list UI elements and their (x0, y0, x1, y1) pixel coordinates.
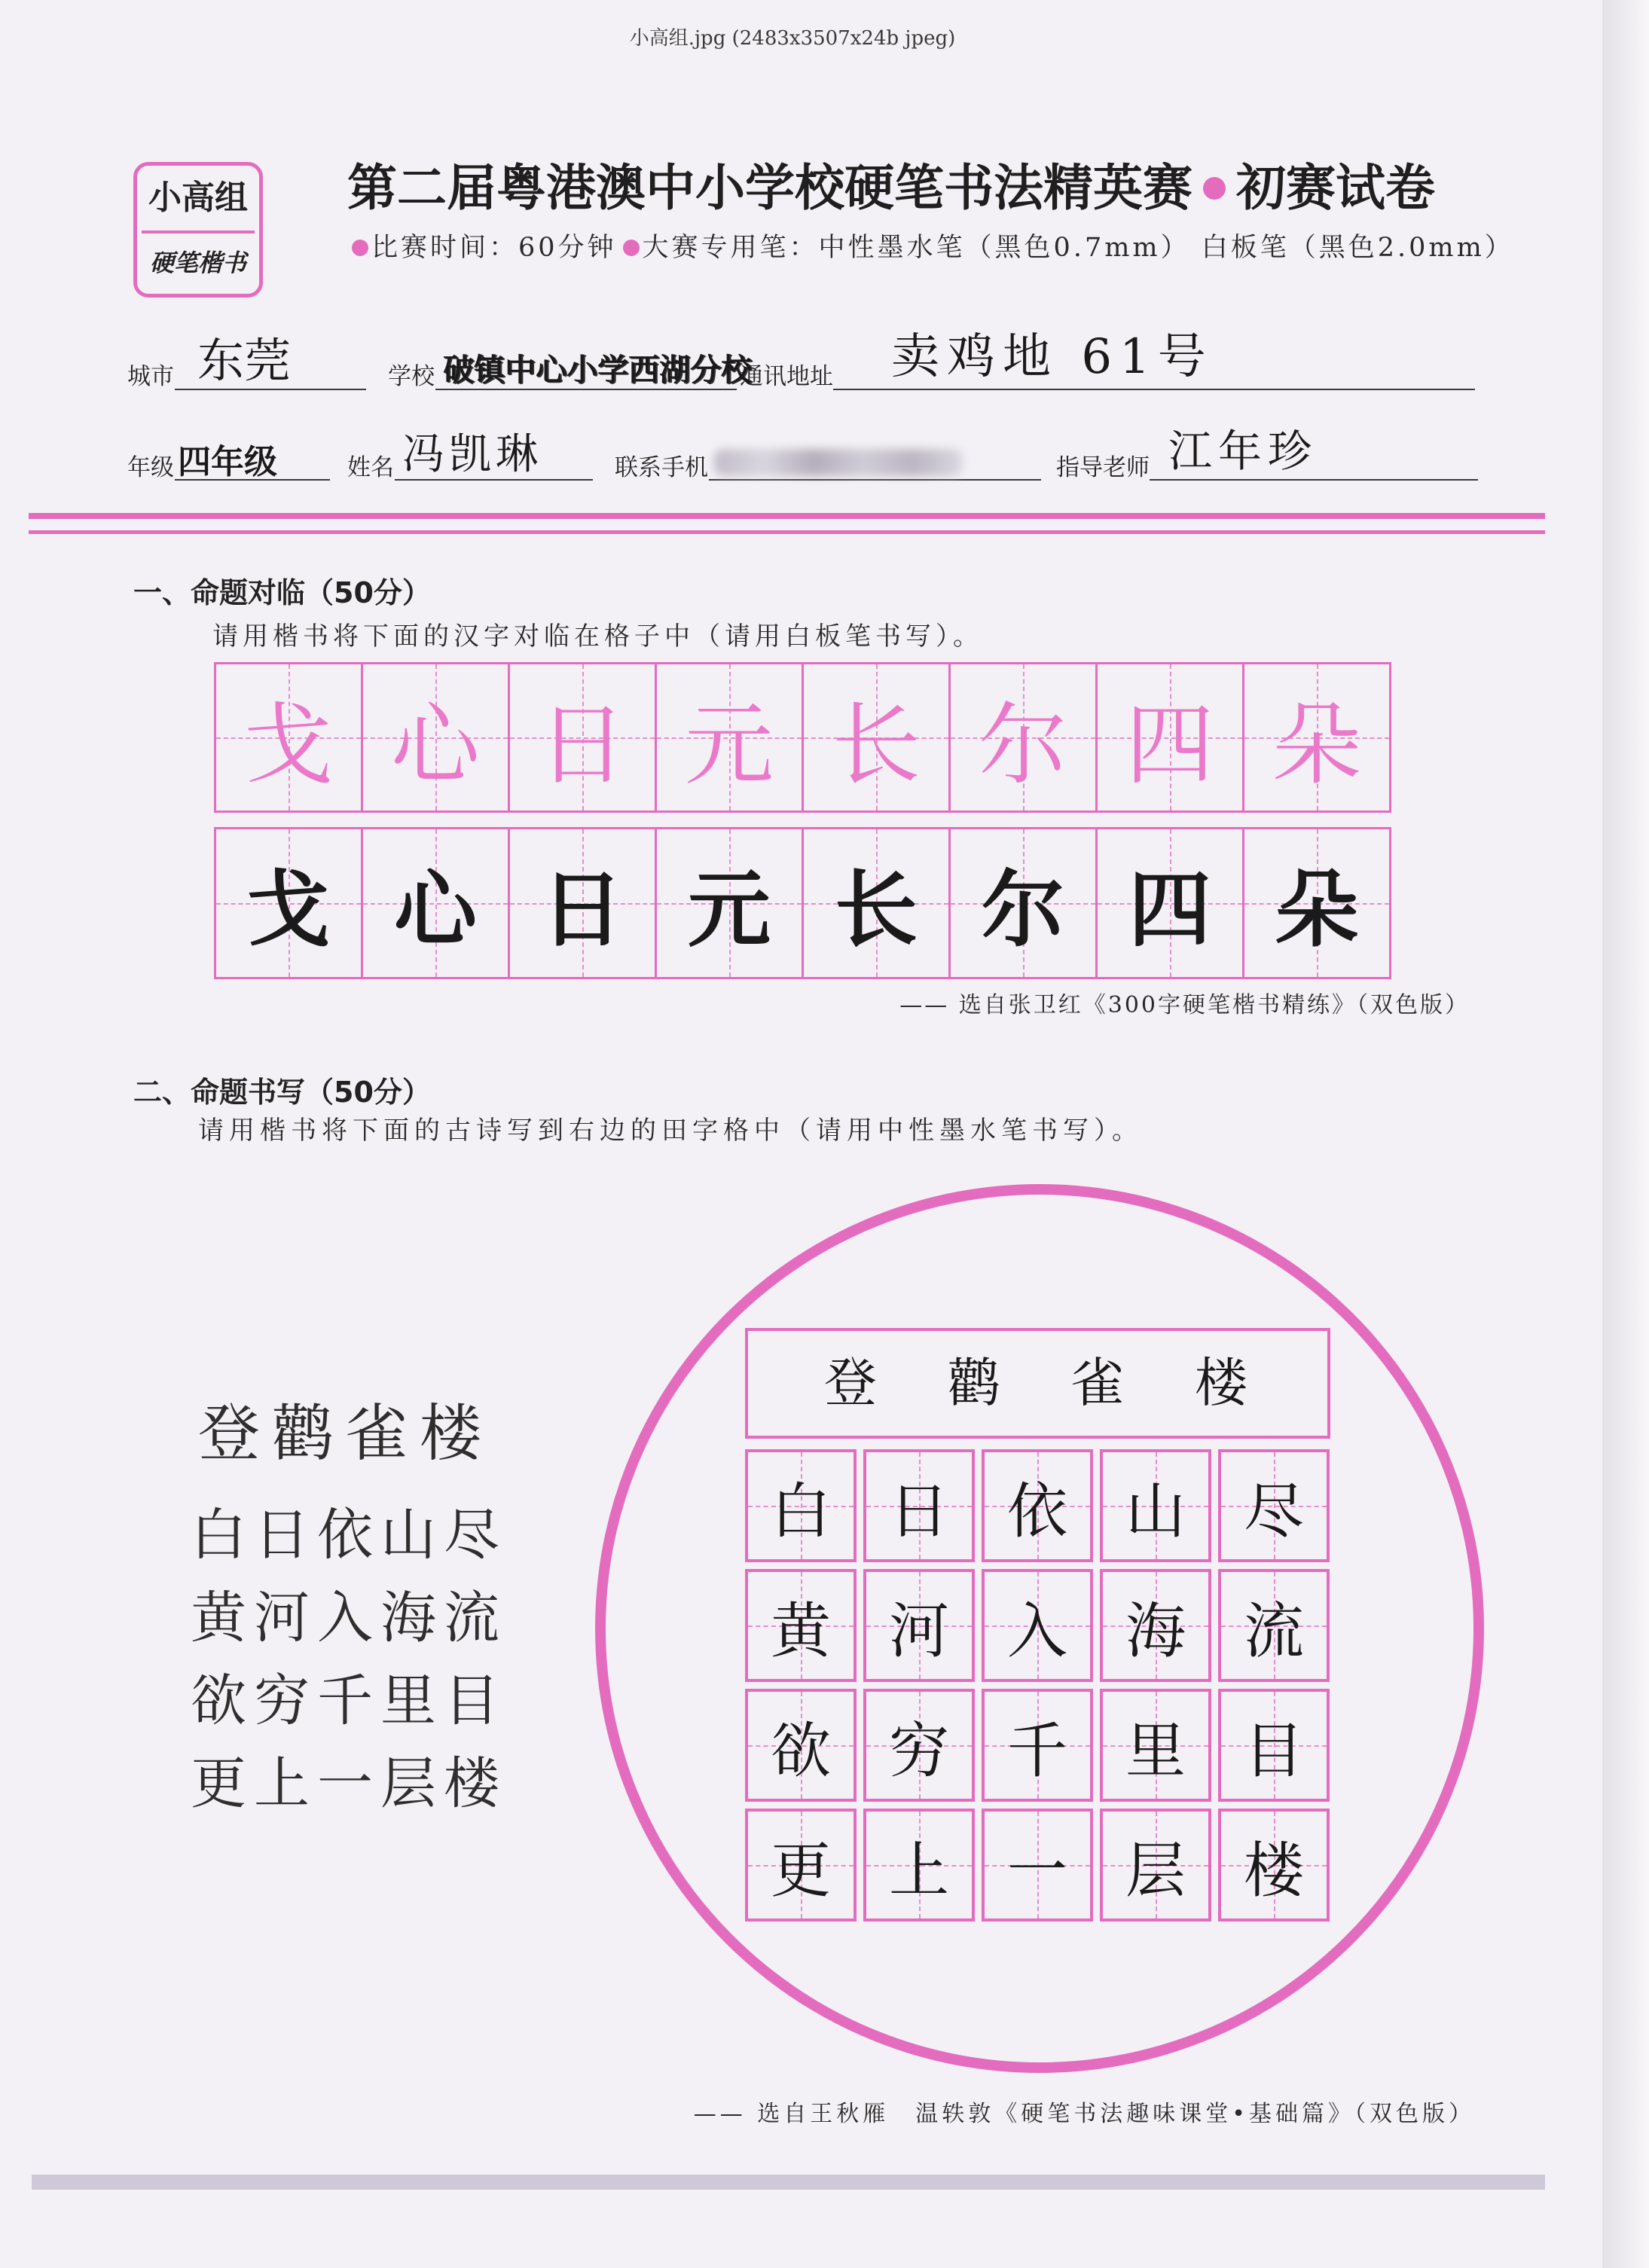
grid-cell (804, 664, 951, 810)
written-character: 层 (1125, 1835, 1186, 1906)
phone-number-redacted (714, 449, 963, 476)
written-character: 尔 (982, 861, 1064, 958)
model-character: 戈 (243, 693, 333, 797)
written-character: 穷 (889, 1715, 949, 1786)
grid-cell (1218, 1569, 1330, 1682)
written-character: 目 (1244, 1715, 1304, 1786)
written-character: 欲 (771, 1715, 831, 1786)
written-character: 戈 (247, 861, 330, 958)
grid-cell (657, 664, 804, 810)
written-poem-title: 登鹳雀楼 (824, 1352, 1318, 1414)
city-value: 东莞 (197, 333, 292, 388)
written-character: 河 (889, 1595, 949, 1666)
address-label: 通讯地址 (740, 363, 833, 390)
school-underline (435, 389, 737, 390)
teacher-label: 指导老师 (1056, 454, 1150, 481)
written-character: 朵 (1275, 861, 1358, 958)
grid-cell (216, 664, 363, 810)
name-underline (395, 479, 593, 481)
grid-cell (363, 829, 510, 977)
written-character: 元 (688, 861, 771, 958)
header-divider-thin (29, 530, 1545, 534)
section1-heading: 一、命题对临（50分） (133, 576, 431, 609)
written-character: 入 (1007, 1595, 1067, 1666)
section2-source: —— 选自王秋雁 温轶敦《硬笔书法趣味课堂•基础篇》（双色版） (693, 2101, 1475, 2127)
grid-cell (1100, 1689, 1211, 1802)
written-character: 白 (771, 1476, 831, 1546)
grid-cell (1244, 664, 1389, 810)
title-main: 第二届粤港澳中小学校硬笔书法精英赛 (347, 159, 1192, 217)
grid-cell (863, 1569, 975, 1682)
written-character: 四 (1128, 861, 1211, 958)
model-character: 心 (390, 693, 480, 797)
scan-file-header: 小高组.jpg (2483x3507x24b jpeg) (629, 27, 956, 50)
teacher-value: 江年珍 (1168, 426, 1318, 477)
name-label: 姓名 (347, 454, 394, 481)
model-character-grid (214, 662, 1391, 813)
grid-cell (982, 1689, 1093, 1802)
grid-cell (804, 829, 951, 977)
rule-pen: 大赛专用笔：中性墨水笔（黑色0.7mm） 白板笔（黑色2.0mm） (642, 233, 1514, 263)
grid-cell (863, 1689, 975, 1802)
written-character: 更 (771, 1835, 831, 1906)
section1-source: —— 选自张卫红《300字硬笔楷书精练》（双色版） (899, 992, 1470, 1018)
written-character: 山 (1125, 1476, 1186, 1546)
section2-heading: 二、命题书写（50分） (133, 1076, 431, 1109)
grade-label: 年级 (127, 454, 174, 481)
badge-group-label: 小高组 (148, 179, 248, 217)
poem-title: 登鹳雀楼 (198, 1398, 494, 1470)
grid-cell (951, 829, 1098, 977)
grid-cell (1098, 829, 1244, 977)
grid-cell (863, 1449, 975, 1562)
poem-line: 欲穷千里目 (191, 1668, 507, 1733)
grid-cell (510, 664, 657, 810)
grid-cell (1218, 1449, 1330, 1562)
phone-underline (709, 479, 1041, 481)
grid-cell (1100, 1569, 1211, 1682)
rule-time: 比赛时间：60分钟 (371, 233, 617, 263)
pink-bullet-icon (623, 240, 640, 256)
address-value: 卖鸡地 61号 (891, 329, 1214, 385)
model-character: 长 (831, 693, 921, 797)
grid-cell (745, 1809, 857, 1922)
poem-text (191, 1494, 507, 1825)
written-character: 里 (1125, 1715, 1186, 1786)
school-value: 破镇中心小学西湖分校 (443, 352, 752, 388)
grid-cell (1244, 829, 1389, 977)
city-underline (175, 389, 366, 390)
grid-cell (216, 829, 363, 977)
group-badge (133, 162, 263, 298)
grid-cell (982, 1809, 1093, 1922)
grade-value: 四年级 (178, 443, 277, 481)
grid-cell (745, 1689, 857, 1802)
written-character: 黄 (771, 1595, 831, 1666)
written-character: 千 (1007, 1715, 1067, 1786)
section1-instruction: 请用楷书将下面的汉字对临在格子中（请用白板笔书写）。 (212, 621, 983, 652)
name-value: 冯凯琳 (402, 430, 542, 479)
title-sub: 初赛试卷 (1236, 159, 1435, 217)
written-character: 上 (889, 1835, 949, 1906)
pink-bullet-icon (352, 240, 368, 256)
written-character: 日 (541, 861, 624, 958)
written-title-box (745, 1328, 1330, 1439)
grid-cell (1100, 1809, 1211, 1922)
written-character: 尽 (1244, 1476, 1304, 1546)
model-character: 四 (1125, 693, 1214, 797)
section2-instruction: 请用楷书将下面的古诗写到右边的田字格中（请用中性墨水笔书写）。 (198, 1116, 1143, 1146)
grid-cell (1098, 664, 1244, 810)
grid-cell (657, 829, 804, 977)
model-character: 日 (537, 693, 627, 797)
grid-cell (982, 1569, 1093, 1682)
written-character: 一 (1007, 1835, 1067, 1906)
header-divider-thick (29, 513, 1545, 519)
poem-line: 白日依山尽 (191, 1503, 507, 1567)
written-character: 楼 (1244, 1835, 1304, 1906)
model-character: 朵 (1272, 693, 1361, 797)
written-character: 长 (835, 861, 918, 958)
written-character: 海 (1125, 1595, 1186, 1666)
scan-edge-shadow (1602, 0, 1649, 2268)
grid-cell (951, 664, 1098, 810)
teacher-underline (1150, 479, 1478, 481)
competition-rules (352, 230, 1514, 265)
address-underline (833, 389, 1475, 390)
copied-character-grid (214, 827, 1391, 979)
model-character: 元 (684, 693, 774, 797)
grid-cell (1218, 1689, 1330, 1802)
grid-cell (745, 1569, 857, 1682)
grid-cell (510, 829, 657, 977)
model-character: 尔 (978, 693, 1067, 797)
city-label: 城市 (127, 363, 174, 390)
phone-label: 联系手机 (615, 454, 708, 481)
poem-line: 更上一层楼 (191, 1751, 507, 1816)
grid-cell (863, 1809, 975, 1922)
school-label: 学校 (388, 363, 435, 390)
badge-category-label: 硬笔楷书 (149, 249, 246, 277)
written-character: 心 (394, 861, 477, 958)
poem-line: 黄河入海流 (191, 1586, 507, 1650)
footer-bar (32, 2175, 1545, 2190)
grid-cell (745, 1449, 857, 1562)
grid-cell (363, 664, 510, 810)
page-title (347, 157, 1435, 220)
written-character: 流 (1244, 1595, 1304, 1666)
written-character: 依 (1007, 1476, 1067, 1546)
grid-cell (982, 1449, 1093, 1562)
tianzige-writing-grid (745, 1449, 1330, 1922)
grid-cell (1100, 1449, 1211, 1562)
grid-cell (1218, 1809, 1330, 1922)
title-separator-dot-icon (1203, 177, 1226, 200)
written-character: 日 (889, 1476, 949, 1546)
